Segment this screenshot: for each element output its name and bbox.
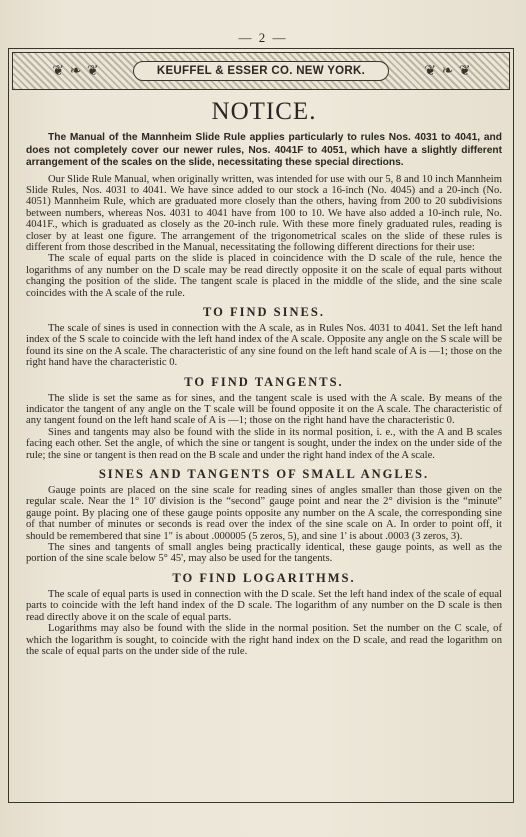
section-paragraph: The scale of equal parts is used in connection with the D scale. Set the left hand index of the scale of equal parts to coincide with the left hand index of the D scale. The logarithm of any number on the D scale is then read directly above it on the scale of equal parts. bbox=[26, 588, 502, 623]
section-paragraph: Gauge points are placed on the sine scale for reading sines of angles smaller than those given on the regular scale. Near the 1° 10' division is the “second” gauge point and near the 2° division is the “minute” gauge point. By placing one of these gauge points opposite any number on the A scale, the corresponding sine of that number of minutes or seconds is read over the index of the sine scale on A. In order to point off, it should be remembered that sine 1" is about .000005 (5 zeros, 5), and sine 1' is about .0003 (3 zeros, 3). bbox=[26, 485, 502, 542]
notice-title: NOTICE. bbox=[211, 98, 317, 125]
section-heading-tangents: TO FIND TANGENTS. bbox=[184, 374, 344, 389]
notice-paragraph: The scale of equal parts on the slide is placed in coincidence with the D scale of the rule, hence the logarithms of any number on the D scale may be read directly opposite it on the scale of equal parts without changing the position of the slide. The tangent scale is placed in the middle of the slide, and the sine scale coincides with the A scale of the rule. bbox=[26, 253, 502, 299]
header-banner bbox=[12, 52, 510, 90]
section-paragraph: The sines and tangents of small angles being practically identical, these gauge points, as well as the portion of the sine scale below 5° 45', may also be used for the tangents. bbox=[26, 542, 502, 565]
page-number: — 2 — bbox=[238, 30, 288, 45]
notice-paragraph: Our Slide Rule Manual, when originally written, was intended for use with our 5, 8 and 10 inch Mannheim Slide Rules, Nos. 4031 to 4041. We have since added to our stock a 16-inch (No. 4045) and a 20-inch (No. 4051) Mannheim Rule, which are graduated more closely than the others, having from 200 to 20 subdivisions between numbers, whereas Nos. 4031 to 4041 have from 100 to 10. We have also added a 10-inch rule, No. 4041F., which is graduated as closely as the 20-inch rule. With these more finely graduated rules, reading is closer by at least one figure. The arrangement of the trigonometrical scales on the slide of these rules is different from those described in the Manual, necessitating the following different directions for their use: bbox=[26, 173, 502, 253]
notice-intro: The Manual of the Mannheim Slide Rule applies particularly to rules Nos. 4031 to 4041, and does not completely cover our newer rules, Nos. 4041F to 4051, which have a slightly different arrangement of the scales on the slide, necessitating these special directions. bbox=[26, 132, 502, 168]
section-paragraph: The scale of sines is used in connection with the A scale, as in Rules Nos. 4031 to 4041. Set the left hand index of the S scale to coincide with the left hand index of the A scale. Opposite any angle on the S scale will be found its sine on the A scale. The characteristic of any sine found on the left hand scale of A is —1; those on the right hand have the characteristic 0. bbox=[26, 322, 502, 369]
company-name-plate: KEUFFEL & ESSER CO. NEW YORK. bbox=[133, 61, 389, 81]
ornament-right-icon: ❦ ❧ ❦ bbox=[424, 63, 472, 79]
section-paragraph: Sines and tangents may also be found with the slide in its normal position, i. e., with the A and B scales facing each other. Set the angle, of which the sine or tangent is sought, under the index on the under side of the rule; the sine or tangent is then read on the B scale and under the right hand index of the A scale. bbox=[26, 426, 502, 461]
section-heading-sines: TO FIND SINES. bbox=[203, 304, 325, 319]
ornament-left-icon: ❦ ❧ ❦ bbox=[52, 63, 100, 79]
section-paragraph: Logarithms may also be found with the slide in the normal position. Set the number on the C scale, of which the logarithm is sought, to coincide with the right hand index on the D scale, and read the logarithm on the scale of equal parts on the under side of the rule. bbox=[26, 623, 502, 657]
section-paragraph: The slide is set the same as for sines, and the tangent scale is used with the A scale. By means of the indicator the tangent of any angle on the T scale will be found opposite it on the A scale. The characteristic of any tangent found on the left hand scale of A is —1; those on the right hand have the characteristic 0. bbox=[26, 392, 502, 427]
page-content bbox=[26, 96, 502, 657]
section-heading-small-angles: SINES AND TANGENTS OF SMALL ANGLES. bbox=[98, 467, 430, 482]
section-heading-logarithms: TO FIND LOGARITHMS. bbox=[172, 570, 356, 585]
